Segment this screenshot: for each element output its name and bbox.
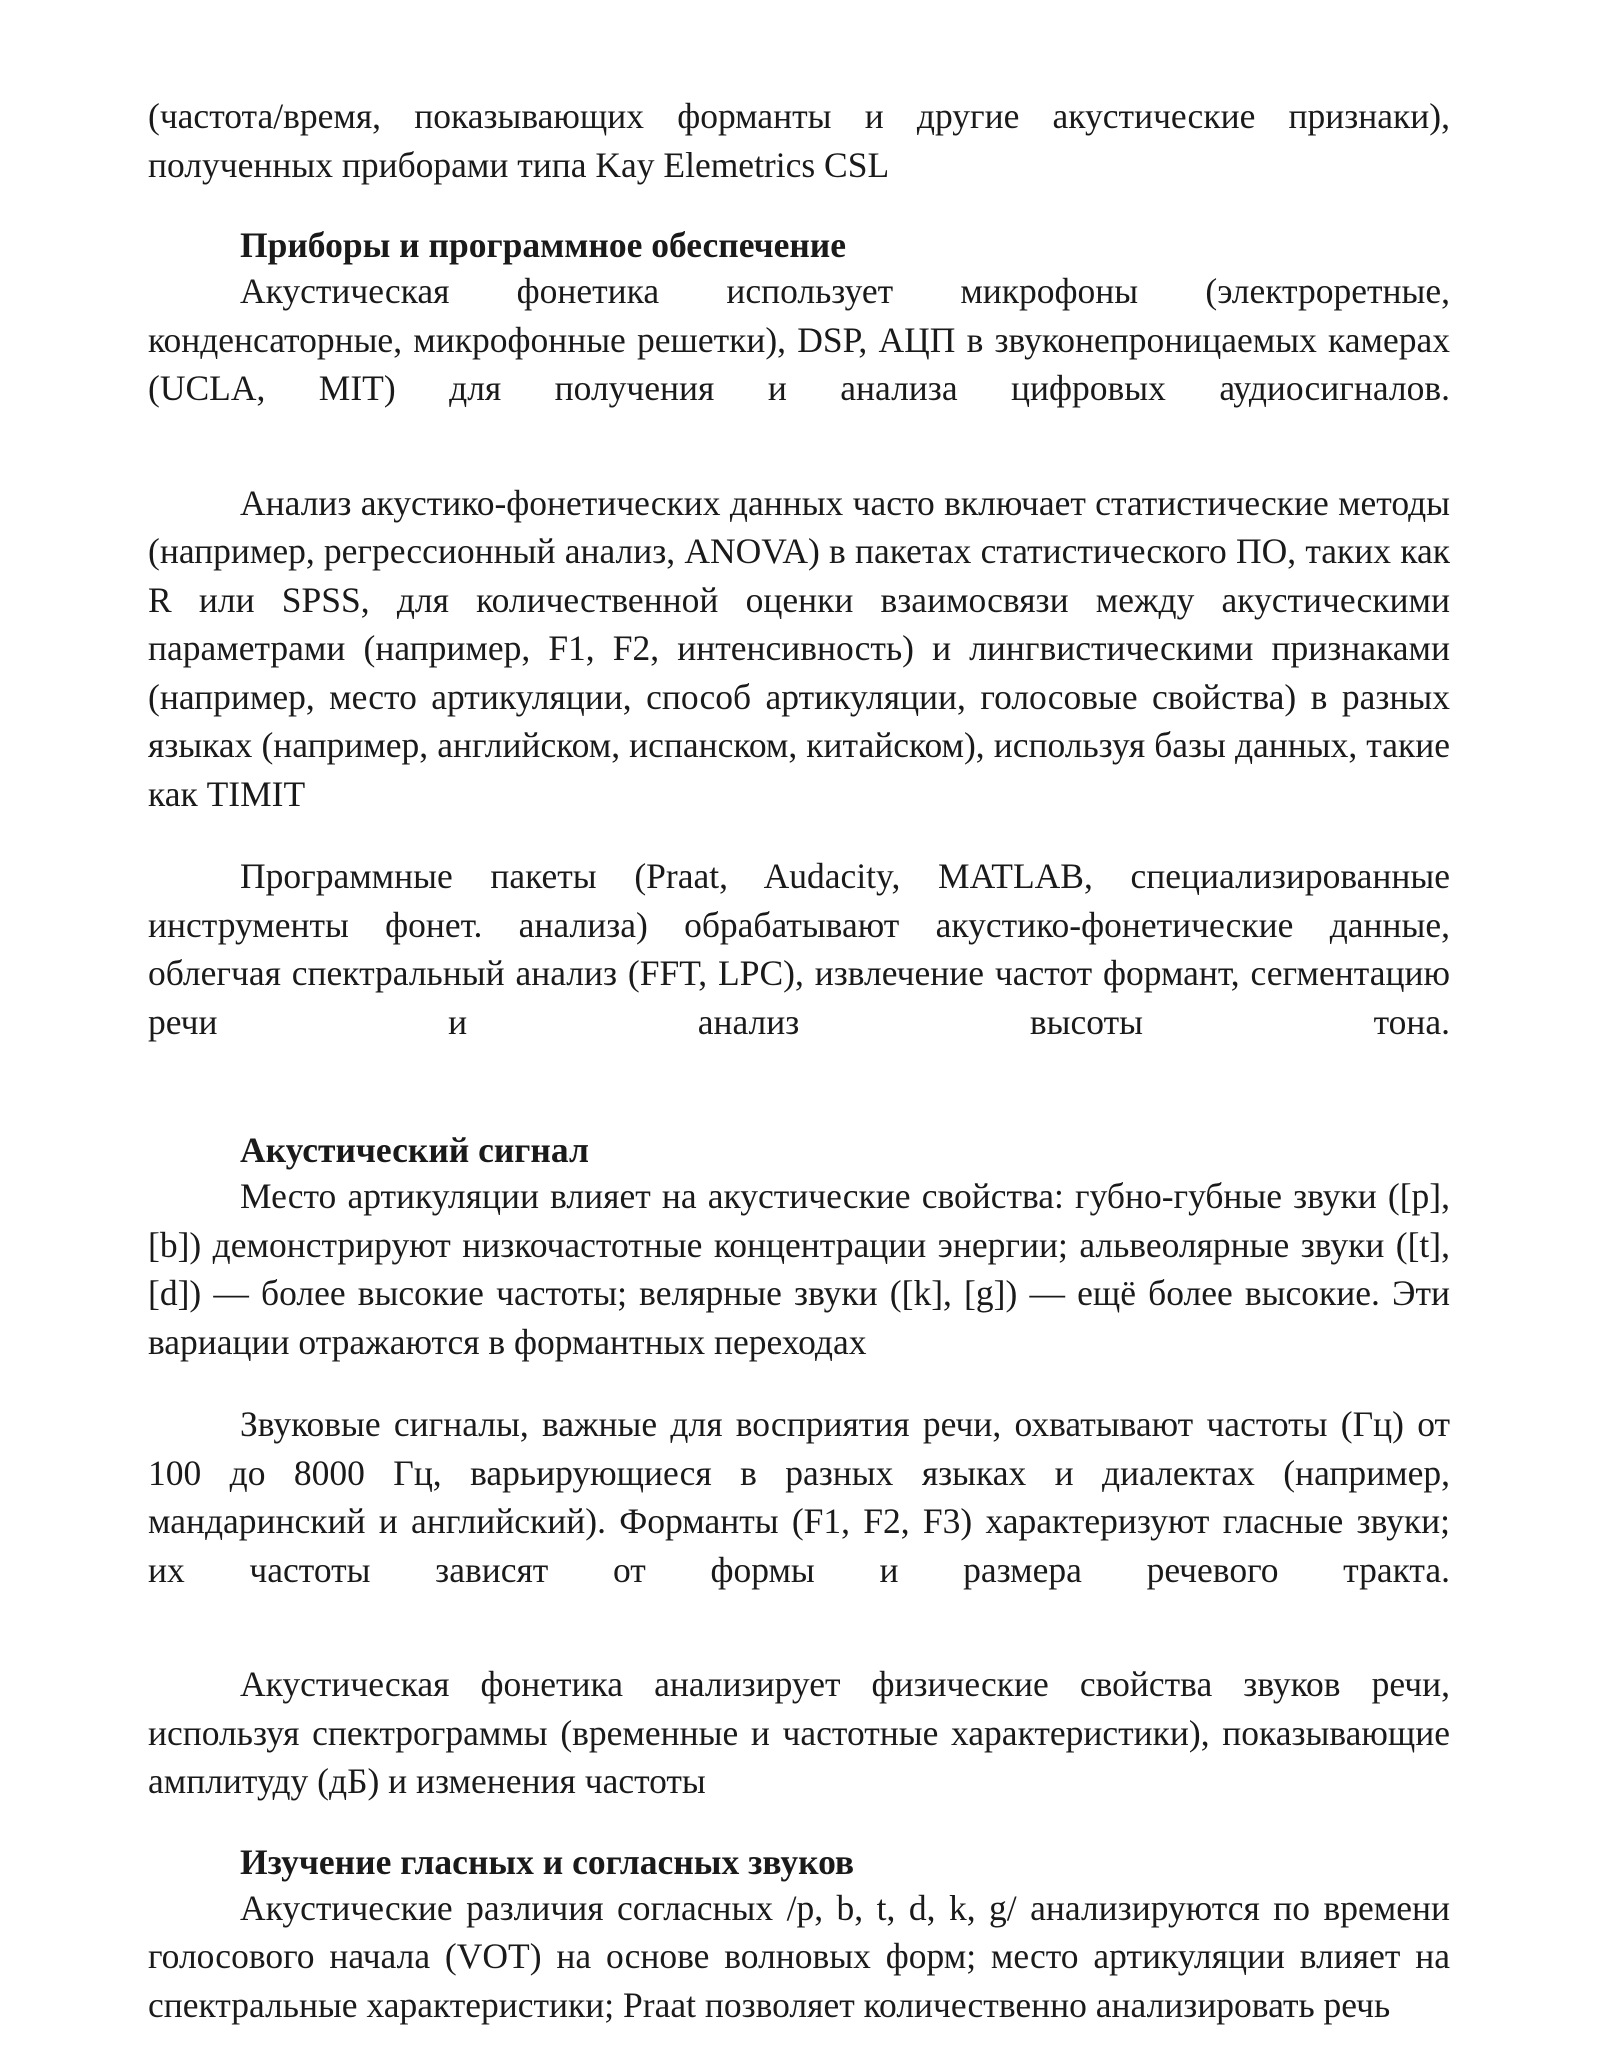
paragraph-consonants: Акустические различия согласных /p, b, t, d, k, g/ анализируются по времени голосового начала (VOT) на основе волновых форм; место артикуляции влияет на спектральные характеристики; Praat позволяет количественно анализировать речь <box>148 1887 1450 2025</box>
spacer <box>148 189 1450 223</box>
spacer <box>148 1594 1450 1660</box>
section-heading-acoustic-signal: Акустический сигнал <box>240 1130 589 1170</box>
spacer <box>148 818 1450 852</box>
spacer <box>148 413 1450 479</box>
paragraph-software: Программные пакеты (Praat, Audacity, MATLAB, специализированные инструменты фонет. анализа) обрабатывают акустико-фонетические данные, облегчая спектральный анализ (FFT, LPC), извлечение частот формант, сегментацию речи и анализ высоты тона. <box>148 856 1450 1042</box>
spacer <box>148 1046 1450 1128</box>
paragraph-instruments: Акустическая фонетика использует микрофоны (электроретные, конденсаторные, микрофонные решетки), DSP, АЦП в звуконепроницаемых камерах (UCLA, MIT) для получения и анализа цифровых аудиосигналов. <box>148 271 1450 408</box>
paragraph-statistics: Анализ акустико-фонетических данных часто включает статистические методы (например, регрессионный анализ, ANOVA) в пакетах статистического ПО, таких как R или SPSS, для количественной оценки взаимосвязи между акустическими параметрами (например, F1, F2, интенсивность) и лингвистическими признаками (например, место артикуляции, способ артикуляции, голосовые свойства) в разных языках (например, английском, испанском, китайском), используя базы данных, такие как TIMIT <box>148 482 1450 814</box>
spacer <box>148 1366 1450 1400</box>
document-page <box>148 92 1450 2029</box>
section-heading-vowels-consonants: Изучение гласных и согласных звуков <box>240 1841 855 1882</box>
paragraph-spectrograms: Акустическая фонетика анализирует физические свойства звуков речи, используя спектрограммы (временные и частотные характеристики), показывающие амплитуду (дБ) и изменения частоты <box>148 1664 1450 1801</box>
paragraph-articulation: Место артикуляции влияет на акустические свойства: губно-губные звуки ([p], [b]) демонстрируют низкочастотные концентрации энергии; альвеолярные звуки ([t], [d]) — более высокие частоты; велярные звуки ([k], [g]) — ещё более высокие. Эти вариации отражаются в формантных переходах <box>148 1176 1450 1362</box>
section-heading-instruments: Приборы и программное обеспечение <box>240 225 847 265</box>
paragraph-continuation: (частота/время, показывающих форманты и другие акустические признаки), полученных приборами типа Kay Elemetrics CSL <box>148 96 1450 185</box>
spacer <box>148 1806 1450 1840</box>
paragraph-sound-signals: Звуковые сигналы, важные для восприятия речи, охватывают частоты (Гц) от 100 до 8000 Гц, варьирующиеся в разных языках и диалектах (например, мандаринский и английский). Форманты (F1, F2, F3) характеризуют гласные звуки; их частоты зависят от формы и размера речевого тракта. <box>148 1404 1450 1590</box>
